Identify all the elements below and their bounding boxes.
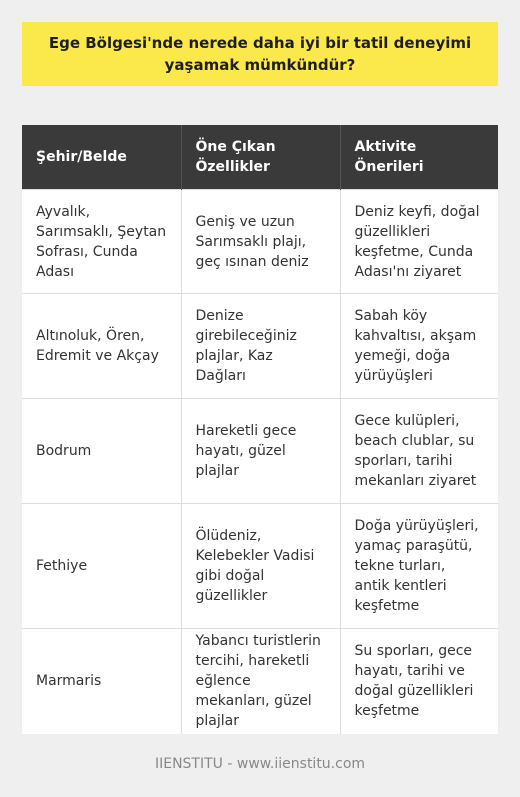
column-header-features: Öne Çıkan Özellikler — [181, 125, 340, 190]
cell-city: Marmaris — [22, 629, 181, 734]
cell-city: Fethiye — [22, 504, 181, 629]
title-banner — [22, 22, 498, 86]
cell-city: Altınoluk, Ören, Edremit ve Akçay — [22, 294, 181, 399]
cell-city: Bodrum — [22, 399, 181, 504]
cell-features: Yabancı turistlerin tercihi, hareketli eğlence mekanları, güzel plajlar — [181, 629, 340, 734]
cell-activities: Sabah köy kahvaltısı, akşam yemeği, doğa yürüyüşleri — [340, 294, 498, 399]
cell-features: Hareketli gece hayatı, güzel plajlar — [181, 399, 340, 504]
column-header-activities: Aktivite Önerileri — [340, 125, 498, 190]
cell-activities: Doğa yürüyüşleri, yamaç paraşütü, tekne turları, antik kentleri keşfetme — [340, 504, 498, 629]
table-row — [22, 504, 498, 629]
table-row — [22, 190, 498, 294]
page-title: Ege Bölgesi'nde nerede daha iyi bir tatil deneyimi yaşamak mümkündür? — [48, 34, 472, 74]
cell-activities: Su sporları, gece hayatı, tarihi ve doğal güzellikleri keşfetme — [340, 629, 498, 734]
cell-features: Geniş ve uzun Sarımsaklı plajı, geç ısınan deniz — [181, 190, 340, 294]
comparison-table — [22, 125, 498, 734]
cell-city: Ayvalık, Sarımsaklı, Şeytan Sofrası, Cunda Adası — [22, 190, 181, 294]
table-row — [22, 399, 498, 504]
cell-features: Ölüdeniz, Kelebekler Vadisi gibi doğal güzellikler — [181, 504, 340, 629]
table-header-row — [22, 125, 498, 190]
table-row — [22, 294, 498, 399]
cell-activities: Gece kulüpleri, beach clublar, su sporları, tarihi mekanları ziyaret — [340, 399, 498, 504]
cell-activities: Deniz keyfi, doğal güzellikleri keşfetme, Cunda Adası'nı ziyaret — [340, 190, 498, 294]
footer-credit: IIENSTITU - www.iienstitu.com — [154, 756, 366, 772]
table-row — [22, 629, 498, 734]
cell-features: Denize girebileceğiniz plajlar, Kaz Dağları — [181, 294, 340, 399]
column-header-city: Şehir/Belde — [22, 125, 181, 190]
